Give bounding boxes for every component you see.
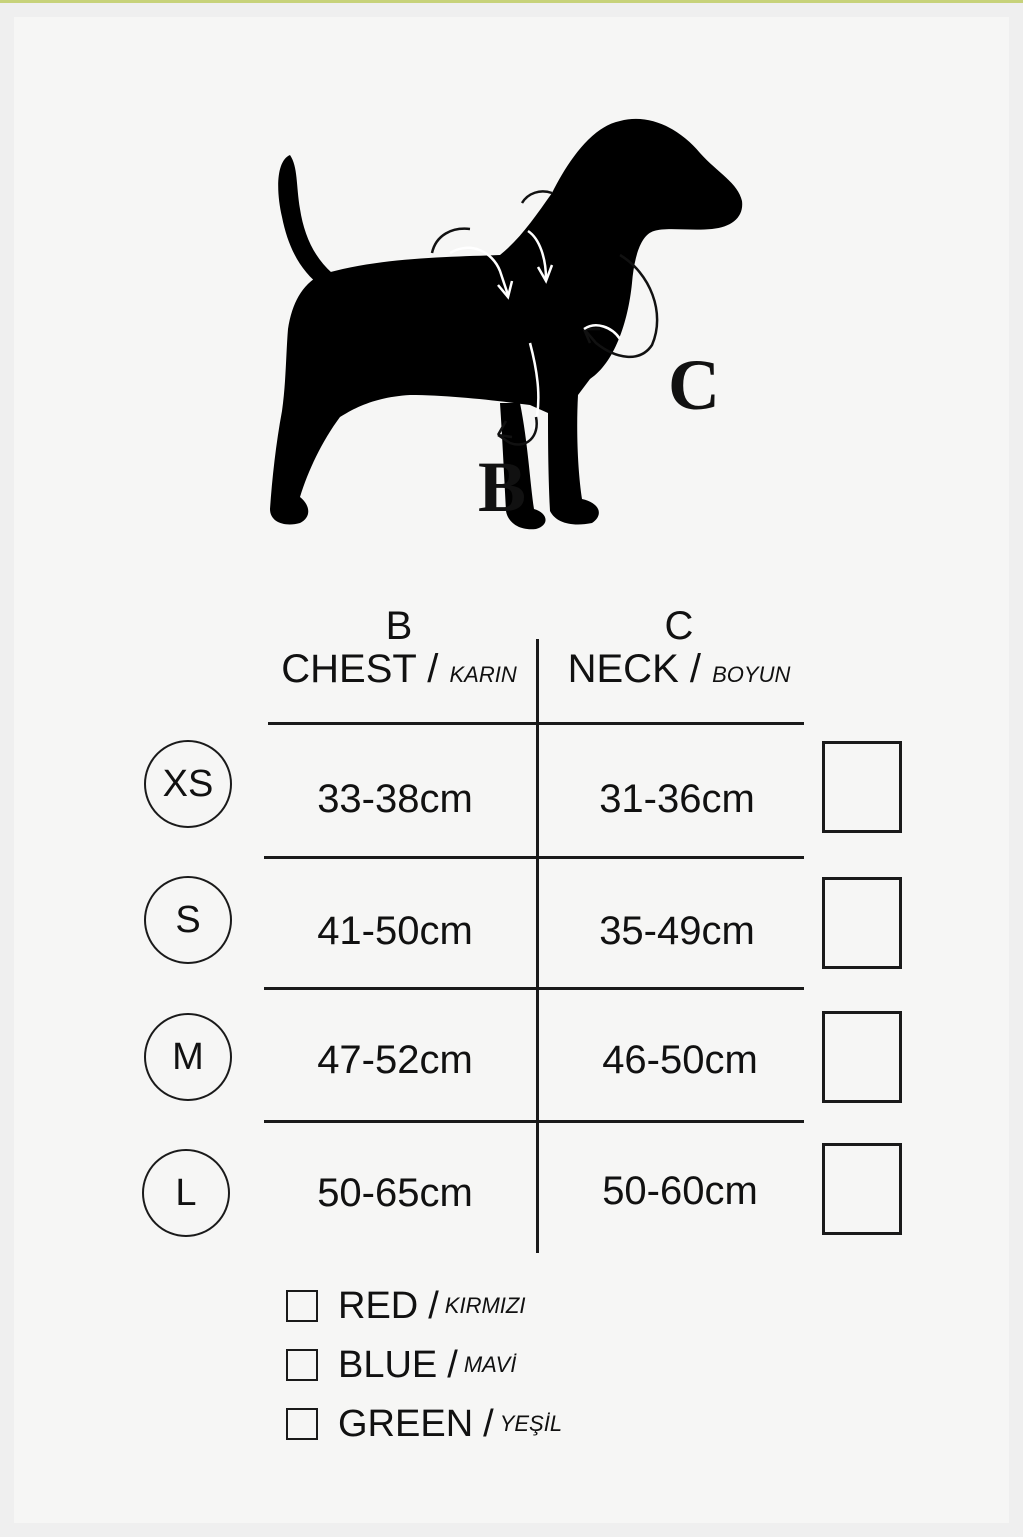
size-circle [144,740,232,828]
row-divider [264,856,804,859]
size-label: M [172,1035,204,1078]
color-option-blue[interactable] [286,1345,516,1385]
size-checkbox[interactable] [822,1011,902,1103]
column-header-chest [268,606,530,698]
size-checkbox[interactable] [822,741,902,833]
color-name: RED [338,1284,419,1327]
row-divider [264,987,804,990]
neck-value: 35-49cm [599,909,755,953]
color-translation: YEŞİL [499,1411,563,1436]
column-name-text: NECK [567,647,679,691]
label-b: B [478,447,527,527]
color-checkbox[interactable] [286,1290,318,1322]
row-divider [268,722,804,725]
color-option-red[interactable] [286,1286,525,1326]
column-name [548,646,810,698]
color-translation: KIRMIZI [444,1293,526,1318]
separator: / [689,647,701,691]
size-checkbox[interactable] [822,877,902,969]
column-translation: BOYUN [712,662,791,687]
label-c: C [668,345,720,425]
column-translation: KARIN [449,662,517,687]
column-letter: C [664,604,694,648]
color-checkbox[interactable] [286,1408,318,1440]
column-name-text: CHEST [281,647,417,691]
size-label: L [175,1171,197,1214]
size-circle [144,1013,232,1101]
separator: / [483,1402,494,1445]
row-divider [264,1120,804,1123]
chest-value: 50-65cm [317,1171,473,1215]
size-circle [144,876,232,964]
column-divider [536,639,539,1253]
size-checkbox[interactable] [822,1143,902,1235]
size-circle [142,1149,230,1237]
separator: / [427,647,439,691]
neck-value: 31-36cm [599,777,755,821]
size-label: S [175,898,201,941]
color-checkbox[interactable] [286,1349,318,1381]
separator: / [447,1343,458,1386]
neck-value: 50-60cm [602,1169,758,1213]
chest-value: 41-50cm [317,909,473,953]
chest-value: 47-52cm [317,1038,473,1082]
separator: / [428,1284,439,1327]
color-option-green[interactable] [286,1404,562,1444]
column-letter: B [385,604,413,648]
color-translation: MAVİ [463,1352,517,1377]
column-header-neck [548,606,810,698]
size-label: XS [162,762,214,805]
chest-value: 33-38cm [317,777,473,821]
neck-value: 46-50cm [602,1038,758,1082]
color-name: BLUE [338,1343,438,1386]
color-name: GREEN [338,1402,474,1445]
column-name [268,646,530,698]
